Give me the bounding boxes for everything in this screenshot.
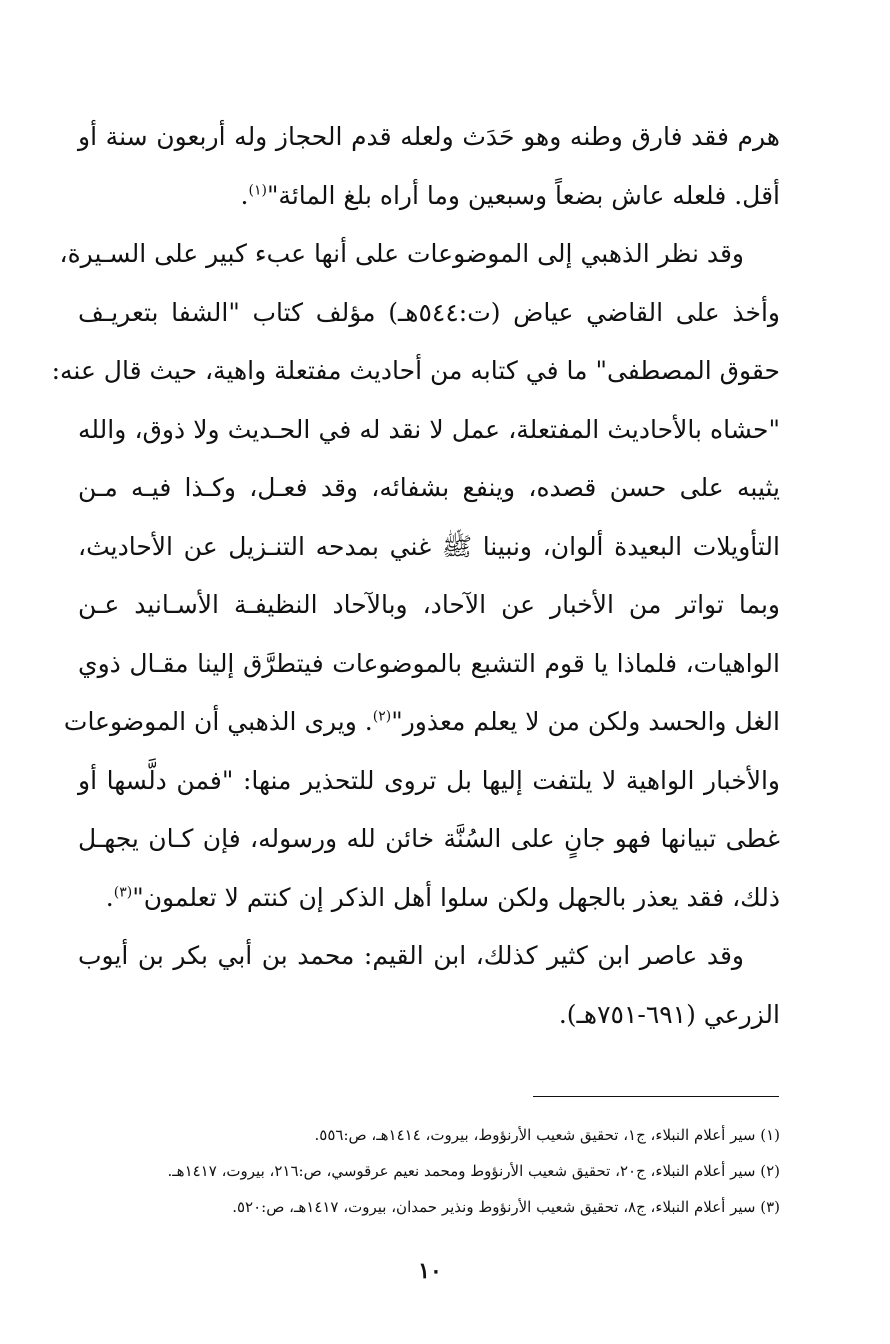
- text-line-11-tail: . ويرى الذهبي أن الموضوعات: [63, 707, 373, 736]
- text-line-11-head: الغل والحسد ولكن من لا يعلم معذور": [391, 707, 780, 736]
- footnote-3: (٣) سير أعلام النبلاء، ج٨، تحقيق شعيب الأرنؤوط ونذير حمدان، بيروت، ١٤١٧هـ، ص:٥٢٠.: [232, 1198, 780, 1216]
- text-line-10: الواهيات، فلماذا يا قوم التشبع بالموضوعات فيتطرَّق إلينا مقـال ذوي: [78, 648, 780, 678]
- text-line-2: أقل. فلعله عاش بضعاً وسبعين وما أراه بلغ المائة"$^{(١)}$.: [240, 180, 780, 210]
- text-line-14: ذلك، فقد يعذر بالجهل ولكن سلوا أهل الذكر إن كنتم لا تعلمون"$^{(٣)}$.: [105, 882, 780, 912]
- text-line-4: وأخذ على القاضي عياض (ت:٥٤٤هـ) مؤلف كتاب "الشفا بتعريـف: [78, 297, 780, 327]
- footnote-ref-2: (٢): [372, 708, 392, 725]
- footnote-1: (١) سير أعلام النبلاء، ج١، تحقيق شعيب الأرنؤوط، بيروت، ١٤١٤هـ، ص:٥٥٦.: [314, 1126, 780, 1144]
- text-line-14-body: ذلك، فقد يعذر بالجهل ولكن سلوا أهل الذكر إن كنتم لا تعلمون": [132, 882, 780, 912]
- text-line-2-body: أقل. فلعله عاش بضعاً وسبعين وما أراه بلغ المائة": [266, 180, 780, 210]
- footnote-separator: [533, 1096, 779, 1097]
- text-line-8: التأويلات البعيدة ألوان، ونبينا ﷺ غني بمدحه التنـزيل عن الأحاديث،: [78, 531, 780, 561]
- footnote-ref-1: (١): [248, 182, 267, 199]
- text-line-5: حقوق المصطفى" ما في كتابه من أحاديث مفتعلة واهية، حيث قال عنه:: [51, 356, 780, 385]
- footnote-ref-3: (٣): [113, 884, 133, 901]
- footnotes: [100, 1117, 780, 1225]
- main-text: [51, 112, 780, 1048]
- footnote-2: (٢) سير أعلام النبلاء، ج٢٠، تحقيق شعيب الأرنؤوط ومحمد نعيم عرقوسي، ص:٢١٦، بيروت، ١٤١٧هـ.: [167, 1162, 780, 1180]
- text-line-16: الزرعي (٦٩١-٧٥١هـ).: [558, 999, 780, 1029]
- text-line-9: وبما تواتر من الأخبار عن الآحاد، وبالآحاد النظيفـة الأسـانيد عـن: [78, 590, 780, 619]
- text-line-7: يثيبه على حسن قصده، وينفع بشفائه، وقد فعـل، وكـذا فيـه مـن: [78, 473, 780, 502]
- text-line-13: غطى تبيانها فهو جانٍ على السُنَّة خائن لله ورسوله، فإن كـان يجهـل: [78, 824, 780, 853]
- text-line-11: [63, 697, 780, 756]
- page-number: ١٠: [418, 1258, 442, 1284]
- text-line-1: هرم فقد فارق وطنه وهو حَدَث ولعله قدم الحجاز وله أربعون سنة أو: [78, 122, 780, 151]
- text-line-6: "حشاه بالأحاديث المفتعلة، عمل لا نقد له في الحـديث ولا ذوق، والله: [78, 414, 780, 444]
- text-line-15: وقد عاصر ابن كثير كذلك، ابن القيم: محمد بن أبي بكر بن أيوب: [78, 941, 744, 970]
- text-line-12: والأخبار الواهية لا يلتفت إليها بل تروى للتحذير منها: "فمن دلَّسها أو: [78, 765, 780, 795]
- text-line-3: وقد نظر الذهبي إلى الموضوعات على أنها عبء كبير على السـيرة،: [59, 239, 744, 268]
